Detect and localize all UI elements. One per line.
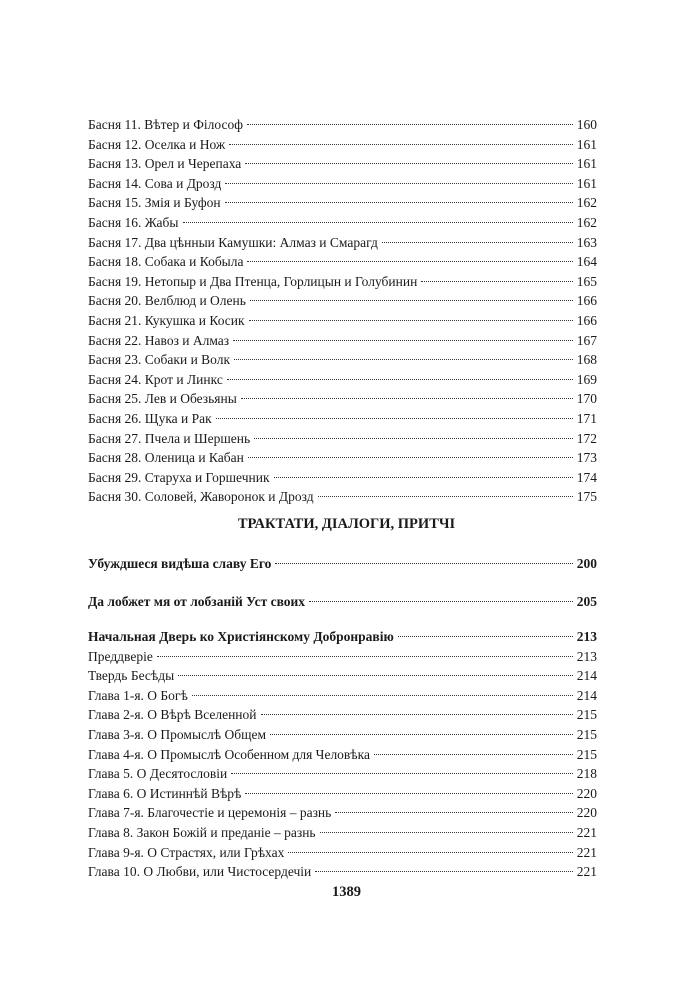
toc-page-number: 213	[576, 629, 597, 644]
toc-row	[88, 666, 597, 686]
toc-row	[88, 592, 597, 612]
dot-leader	[254, 438, 573, 439]
toc-title: Басня 27. Пчела и Шершень	[88, 430, 251, 446]
dot-leader	[275, 563, 572, 564]
dot-leader	[245, 163, 572, 164]
toc-row	[88, 115, 597, 135]
toc-page-number: 161	[576, 136, 597, 152]
toc-row	[88, 370, 597, 390]
dot-leader	[245, 793, 572, 794]
dot-leader	[247, 261, 572, 262]
toc-entry-da-lobzhet	[88, 592, 597, 612]
dot-leader	[229, 144, 573, 145]
toc-row	[88, 429, 597, 449]
toc-title: Глава 4-я. О Промыслѣ Особенном для Человѣка	[88, 746, 370, 762]
toc-title: Твердь Бесѣды	[88, 668, 175, 684]
toc-page-number: 215	[576, 746, 597, 762]
toc-row	[88, 745, 597, 765]
dot-leader	[183, 222, 573, 223]
toc-page-number: 218	[576, 766, 597, 782]
section-heading: ТРАКТАТИ, ДІАЛОГИ, ПРИТЧІ	[237, 516, 456, 532]
dot-leader	[421, 281, 572, 282]
dot-leader	[234, 359, 573, 360]
toc-title: Глава 10. О Любви, или Чистосердечіи	[88, 864, 312, 880]
toc-title: Басня 30. Соловей, Жаворонок и Дрозд	[88, 489, 314, 505]
toc-page-number: 170	[576, 391, 597, 407]
toc-title: Басня 18. Собака и Кобыла	[88, 254, 244, 270]
dot-leader	[157, 656, 573, 657]
toc-title: Басня 28. Оленица и Кабан	[88, 450, 244, 466]
toc-title: Глава 7-я. Благочестіе и церемонія – разнь	[88, 805, 332, 821]
toc-title: Басня 12. Оселка и Нож	[88, 136, 226, 152]
toc-title: Басня 16. Жабы	[88, 214, 179, 230]
dot-leader	[288, 852, 572, 853]
toc-row	[88, 213, 597, 233]
toc-row	[88, 764, 597, 784]
page-number: 1389	[332, 884, 361, 900]
toc-page-number: 165	[576, 273, 597, 289]
toc-row	[88, 233, 597, 253]
toc-title: Преддверіе	[88, 648, 153, 664]
toc-page-number: 175	[576, 489, 597, 505]
toc-row	[88, 272, 597, 292]
toc-row	[88, 389, 597, 409]
toc-title: Глава 6. О Истиннѣй Вѣрѣ	[88, 785, 242, 801]
dot-leader	[216, 418, 573, 419]
toc-page-number: 162	[576, 195, 597, 211]
dot-leader	[241, 398, 573, 399]
toc-page-number: 221	[576, 844, 597, 860]
treatise-toc-list	[88, 627, 597, 882]
toc-page-number: 213	[576, 648, 597, 664]
toc-title: Басня 17. Два цѣнныи Камушки: Алмаз и Смарагд	[88, 234, 378, 250]
toc-page-number: 161	[576, 156, 597, 172]
toc-title: Басня 13. Орел и Черепаха	[88, 156, 242, 172]
toc-page-number: 200	[576, 556, 597, 571]
toc-title: Глава 9-я. О Страстях, или Грѣхах	[88, 844, 285, 860]
toc-row	[88, 862, 597, 882]
toc-page-number: 220	[576, 785, 597, 801]
toc-page-number: 164	[576, 254, 597, 270]
treatise-chapter-list	[88, 647, 597, 882]
dot-leader	[274, 477, 573, 478]
toc-title: Убуждшеся видѣша славу Его	[88, 556, 272, 571]
toc-row	[88, 487, 597, 507]
dot-leader	[192, 695, 573, 696]
toc-page-number: 174	[576, 469, 597, 485]
dot-leader	[250, 300, 573, 301]
toc-title: Басня 19. Нетопыр и Два Птенца, Горлицын и Голубинин	[88, 273, 418, 289]
toc-row	[88, 193, 597, 213]
toc-title: Басня 21. Кукушка и Косик	[88, 312, 245, 328]
dot-leader	[335, 812, 572, 813]
toc-page-number: 221	[576, 864, 597, 880]
toc-title: Басня 29. Старуха и Горшечник	[88, 469, 270, 485]
toc-page-number: 161	[576, 175, 597, 191]
dot-leader	[261, 714, 573, 715]
toc-page-number: 162	[576, 214, 597, 230]
toc-row	[88, 311, 597, 331]
dot-leader	[382, 242, 573, 243]
toc-title: Глава 2-я. О Вѣрѣ Вселенной	[88, 707, 257, 723]
toc-page-number: 171	[576, 410, 597, 426]
dot-leader	[227, 379, 573, 380]
dot-leader	[247, 124, 573, 125]
dot-leader	[248, 457, 573, 458]
toc-title: Басня 20. Велблюд и Олень	[88, 293, 246, 309]
toc-title: Глава 5. О Десятословіи	[88, 766, 228, 782]
toc-page-number: 167	[576, 332, 597, 348]
toc-page-number: 166	[576, 293, 597, 309]
toc-page-number: 172	[576, 430, 597, 446]
toc-page-number: 166	[576, 312, 597, 328]
dot-leader	[178, 675, 573, 676]
toc-title: Басня 11. Вѣтер и Філософ	[88, 117, 243, 132]
toc-row	[88, 350, 597, 370]
dot-leader	[374, 754, 573, 755]
toc-row	[88, 784, 597, 804]
toc-row	[88, 331, 597, 351]
fables-toc-list	[88, 115, 597, 507]
dot-leader	[315, 871, 572, 872]
toc-page-number: 205	[576, 594, 597, 609]
toc-page-number: 169	[576, 371, 597, 387]
toc-title: Басня 15. Змія и Буфон	[88, 195, 221, 211]
toc-page-number: 173	[576, 450, 597, 466]
dot-leader	[320, 832, 573, 833]
toc-title: Басня 24. Крот и Линкс	[88, 371, 223, 387]
toc-row	[88, 135, 597, 155]
toc-title: Басня 26. Щука и Рак	[88, 410, 212, 426]
toc-title: Глава 1-я. О Богѣ	[88, 687, 188, 703]
dot-leader	[318, 496, 573, 497]
toc-title: Глава 3-я. О Промыслѣ Общем	[88, 726, 266, 742]
dot-leader	[231, 773, 573, 774]
toc-page-number: 168	[576, 352, 597, 368]
toc-entry-ubuzhdshesya	[88, 554, 597, 574]
toc-title: Начальная Дверь ко Христіянскому Добронравію	[88, 629, 394, 644]
toc-title: Басня 14. Сова и Дрозд	[88, 175, 222, 191]
toc-row	[88, 252, 597, 272]
toc-title: Да лобжет мя от лобзаній Уст своих	[88, 594, 306, 609]
toc-row	[88, 291, 597, 311]
toc-page-number: 163	[576, 234, 597, 250]
dot-leader	[225, 202, 573, 203]
toc-row	[88, 705, 597, 725]
toc-row	[88, 174, 597, 194]
toc-row	[88, 843, 597, 863]
toc-title: Басня 22. Навоз и Алмаз	[88, 332, 230, 348]
dot-leader	[270, 734, 573, 735]
toc-title: Глава 8. Закон Божій и преданіе – разнь	[88, 824, 316, 840]
toc-row	[88, 554, 597, 574]
toc-page-number: 214	[576, 668, 597, 684]
toc-page-number: 214	[576, 687, 597, 703]
toc-row	[88, 803, 597, 823]
dot-leader	[225, 183, 572, 184]
toc-page-number: 220	[576, 805, 597, 821]
toc-row	[88, 725, 597, 745]
toc-row	[88, 409, 597, 429]
toc-row	[88, 468, 597, 488]
toc-page-number: 215	[576, 707, 597, 723]
treatise-title-row	[88, 627, 597, 647]
toc-row	[88, 448, 597, 468]
dot-leader	[309, 601, 573, 602]
toc-title: Басня 23. Собаки и Волк	[88, 352, 231, 368]
toc-page-number: 215	[576, 726, 597, 742]
toc-row	[88, 647, 597, 667]
dot-leader	[233, 340, 573, 341]
toc-page-number: 160	[576, 117, 597, 132]
dot-leader	[249, 320, 573, 321]
toc-row	[88, 686, 597, 706]
toc-row	[88, 154, 597, 174]
dot-leader	[398, 636, 573, 637]
toc-title: Басня 25. Лев и Обезьяны	[88, 391, 237, 407]
toc-page-number: 221	[576, 824, 597, 840]
toc-row	[88, 823, 597, 843]
